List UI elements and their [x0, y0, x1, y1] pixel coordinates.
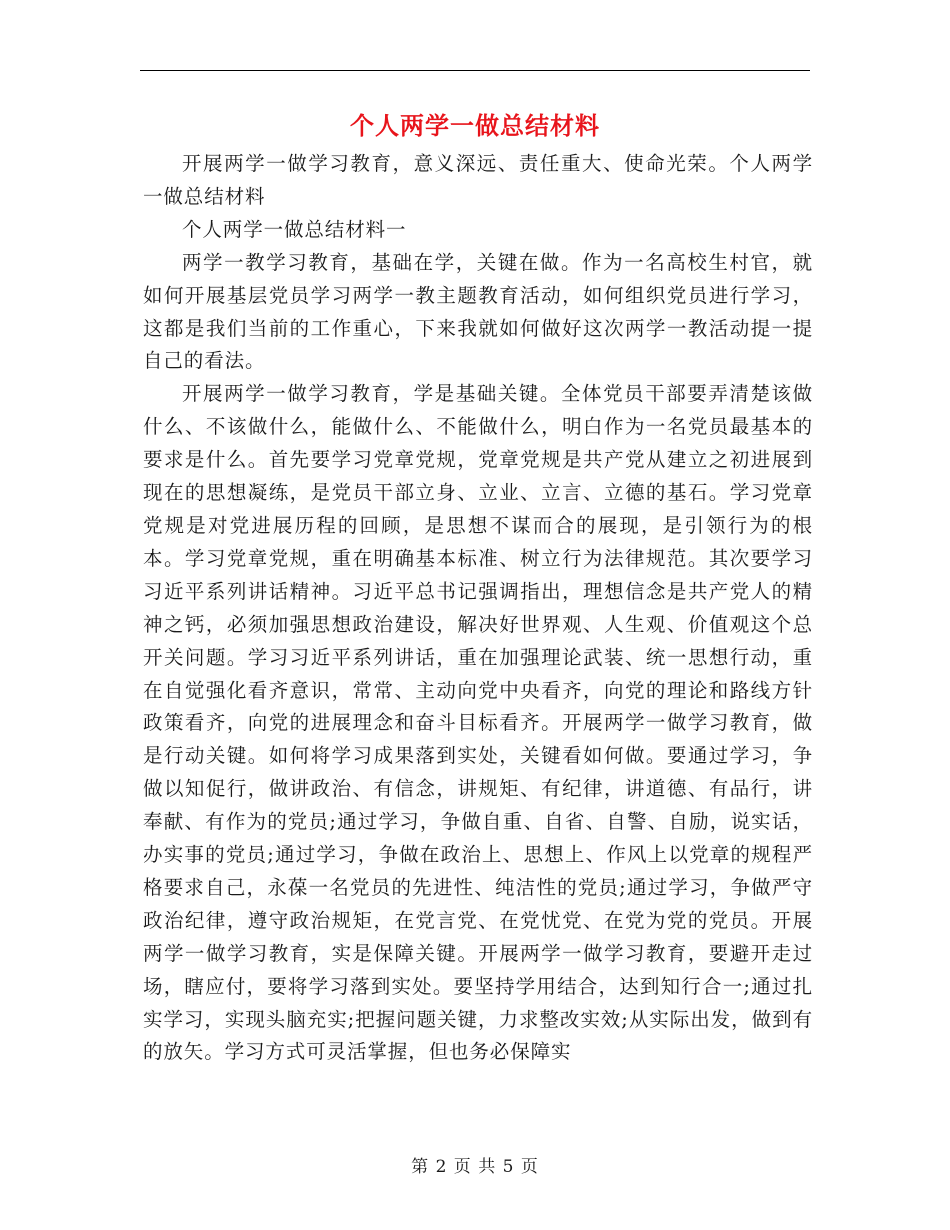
footer-middle: 页 共 — [453, 1157, 497, 1177]
document-title: 个人两学一做总结材料 — [350, 111, 600, 140]
document-body — [143, 148, 813, 1069]
paragraph: 开展两学一做学习教育，学是基础关键。全体党员干部要弄清楚该做什么、不该做什么，能做什么、不能做什么，明白作为一名党员最基本的要求是什么。首先要学习党章党规，党章党规是共产党从建立之初进展到现在的思想凝练，是党员干部立身、立业、立言、立德的基石。学习党章党规是对党进展历程的回顾，是思想不谋而合的展现，是引领行为的根本。学习党章党规，重在明确基本标准、树立行为法律规范。其次要学习习近平系列讲话精神。习近平总书记强调指出，理想信念是共产党人的精神之钙，必须加强思想政治建设，解决好世界观、人生观、价值观这个总开关问题。学习习近平系列讲话，重在加强理论武装、统一思想行动，重在自觉强化看齐意识，常常、主动向党中央看齐，向党的理论和路线方针政策看齐，向党的进展理念和奋斗目标看齐。开展两学一做学习教育，做是行动关键。如何将学习成果落到实处，关键看如何做。要通过学习，争做以知促行，做讲政治、有信念，讲规矩、有纪律，讲道德、有品行，讲奉献、有作为的党员;通过学习，争做自重、自省、自警、自励，说实话，办实事的党员;通过学习，争做在政治上、思想上、作风上以党章的规程严格要求自己，永葆一名党员的先进性、纯洁性的党员;通过学习，争做严守政治纪律，遵守政治规矩，在党言党、在党忧党、在党为党的党员。开展两学一做学习教育，实是保障关键。开展两学一做学习教育，要避开走过场，瞎应付，要将学习落到实处。要坚持学用结合，达到知行合一;通过扎实学习，实现头脑充实;把握问题关键，力求整改实效;从实际出发，做到有的放矢。学习方式可灵活掌握，但也务必保障实 — [143, 382, 813, 1064]
paragraph: 开展两学一做学习教育，意义深远、责任重大、使命光荣。个人两学一做总结材料 — [143, 152, 813, 208]
paragraph: 两学一教学习教育，基础在学，关键在做。作为一名高校生村官，就如何开展基层党员学习两学一教主题教育活动，如何组织党员进行学习，这都是我们当前的工作重心，下来我就如何做好这次两学一教活动提一提自己的看法。 — [143, 250, 813, 373]
paragraph: 个人两学一做总结材料一 — [182, 217, 407, 241]
current-page-number: 2 — [435, 1157, 448, 1177]
total-pages-number: 5 — [502, 1157, 515, 1177]
footer-prefix: 第 — [411, 1157, 430, 1177]
header-rule — [140, 70, 810, 71]
footer-suffix: 页 — [520, 1157, 539, 1177]
page-footer — [0, 1152, 950, 1177]
